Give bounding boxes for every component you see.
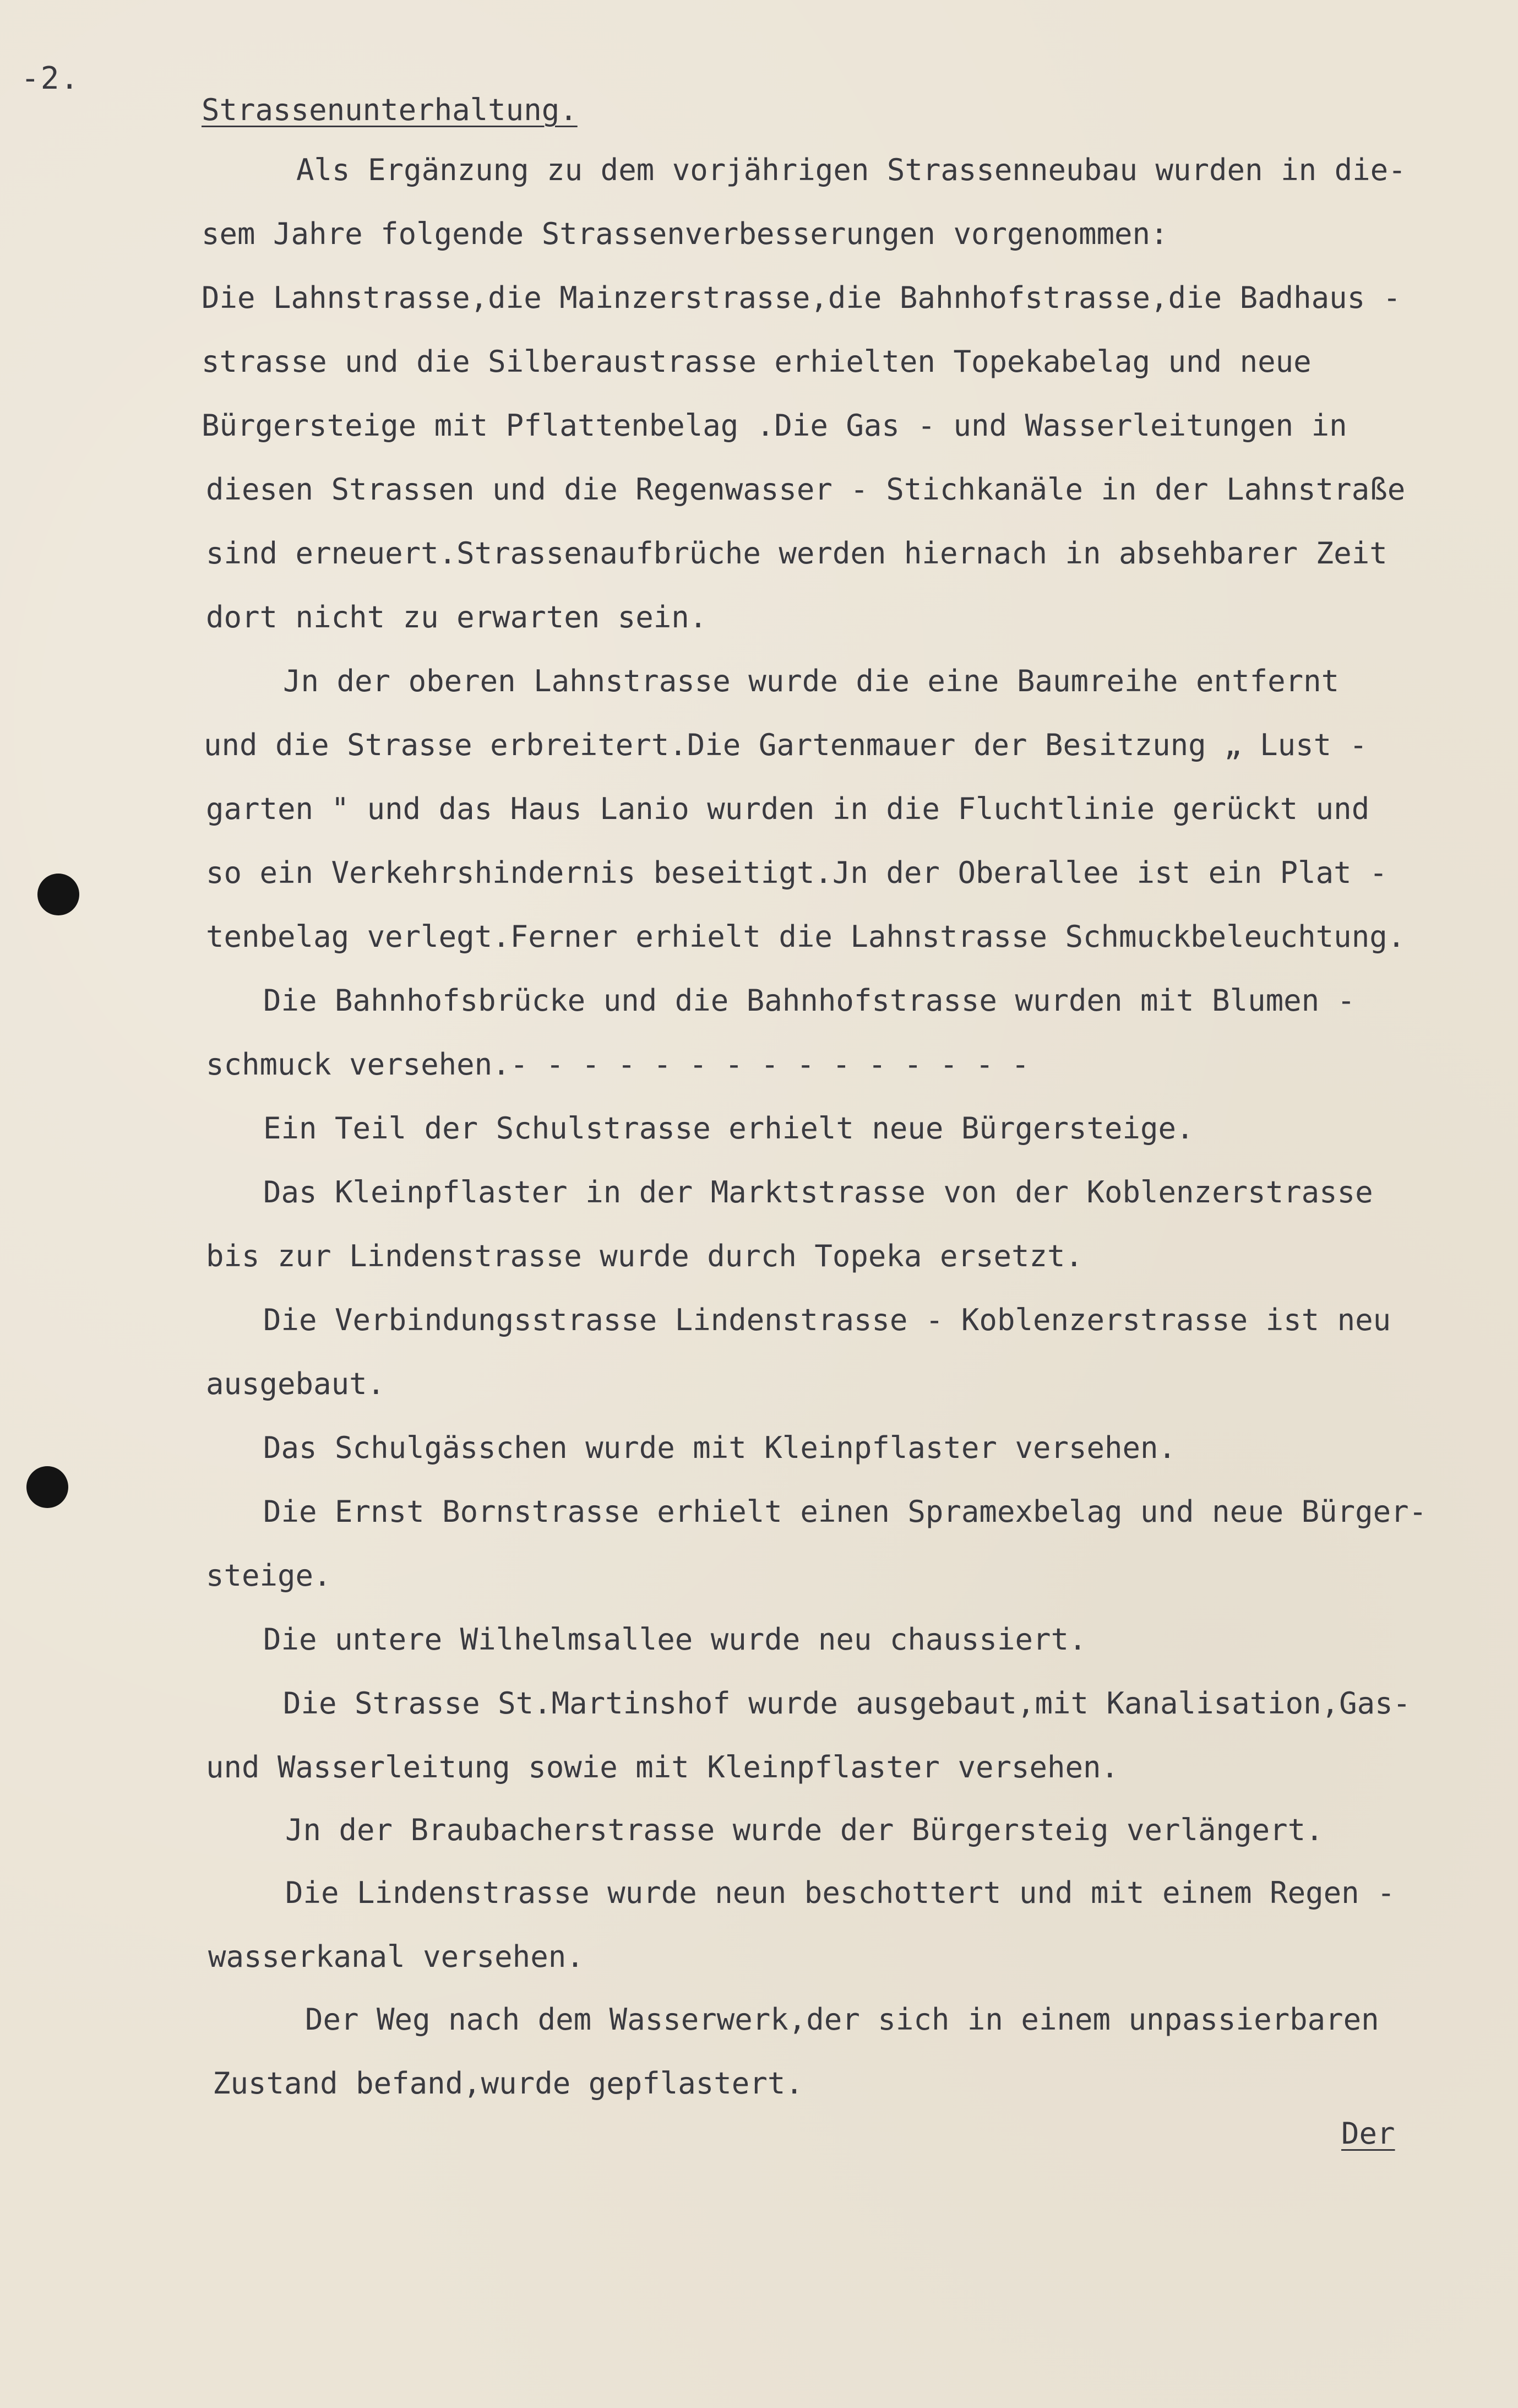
text-line: Die Strasse St.Martinshof wurde ausgebaut,mit Kanalisation,Gas- (283, 1686, 1411, 1721)
text-line: Das Schulgässchen wurde mit Kleinpflaster versehen. (263, 1430, 1177, 1465)
text-line: sind erneuert.Strassenaufbrüche werden hiernach in absehbarer Zeit (206, 536, 1388, 571)
text-line: strasse und die Silberaustrasse erhielten Topekabelag und neue (202, 344, 1312, 379)
text-line: Die Verbindungsstrasse Lindenstrasse - Koblenzerstrasse ist neu (263, 1303, 1391, 1337)
text-line: Die Bahnhofsbrücke und die Bahnhofstrasse wurden mit Blumen - (263, 983, 1356, 1018)
catchword: Der (1341, 2116, 1395, 2151)
text-line: Jn der oberen Lahnstrasse wurde die eine Baumreihe entfernt (283, 664, 1340, 698)
text-line: Die Ernst Bornstrasse erhielt einen Spramexbelag und neue Bürger- (263, 1494, 1427, 1529)
punch-hole-top (37, 874, 79, 915)
text-line: Die untere Wilhelmsallee wurde neu chaussiert. (263, 1622, 1087, 1657)
punch-hole-bottom (26, 1466, 68, 1508)
text-line: Ein Teil der Schulstrasse erhielt neue Bürgersteige. (263, 1111, 1194, 1146)
text-line: diesen Strassen und die Regenwasser - Stichkanäle in der Lahnstraße (206, 472, 1406, 507)
text-line: ausgebaut. (206, 1366, 385, 1401)
text-line: und Wasserleitung sowie mit Kleinpflaster versehen. (206, 1750, 1119, 1785)
text-line: Die Lindenstrasse wurde neun beschottert und mit einem Regen - (285, 1875, 1395, 1910)
text-line: Bürgersteige mit Pflattenbelag .Die Gas - und Wasserleitungen in (202, 408, 1347, 443)
text-line: tenbelag verlegt.Ferner erhielt die Lahnstrasse Schmuckbeleuchtung. (206, 919, 1406, 954)
section-heading: Strassenunterhaltung. (202, 93, 578, 127)
text-line: wasserkanal versehen. (208, 1939, 584, 1974)
text-line: dort nicht zu erwarten sein. (206, 600, 708, 634)
text-line: Zustand befand,wurde gepflastert. (213, 2066, 803, 2101)
text-line: steige. (206, 1558, 331, 1593)
text-line: Das Kleinpflaster in der Marktstrasse von der Koblenzerstrasse (263, 1175, 1373, 1210)
text-line: Jn der Braubacherstrasse wurde der Bürgersteig verlängert. (285, 1813, 1324, 1847)
text-line: und die Strasse erbreitert.Die Gartenmauer der Besitzung „ Lust - (204, 728, 1368, 762)
text-line: schmuck versehen.- - - - - - - - - - - - - - - (206, 1047, 1030, 1082)
page-number: -2. (21, 61, 80, 96)
text-line: garten " und das Haus Lanio wurden in die Fluchtlinie gerückt und (206, 791, 1370, 826)
text-line: Die Lahnstrasse,die Mainzerstrasse,die Bahnhofstrasse,die Badhaus - (202, 280, 1401, 315)
text-line: Der Weg nach dem Wasserwerk,der sich in einem unpassierbaren (305, 2002, 1379, 2037)
text-line: Als Ergänzung zu dem vorjährigen Strassenneubau wurden in die- (296, 153, 1406, 187)
text-line: sem Jahre folgende Strassenverbesserungen vorgenommen: (202, 216, 1168, 251)
text-line: so ein Verkehrshindernis beseitigt.Jn der Oberallee ist ein Plat - (206, 855, 1388, 890)
text-line: bis zur Lindenstrasse wurde durch Topeka ersetzt. (206, 1239, 1084, 1273)
